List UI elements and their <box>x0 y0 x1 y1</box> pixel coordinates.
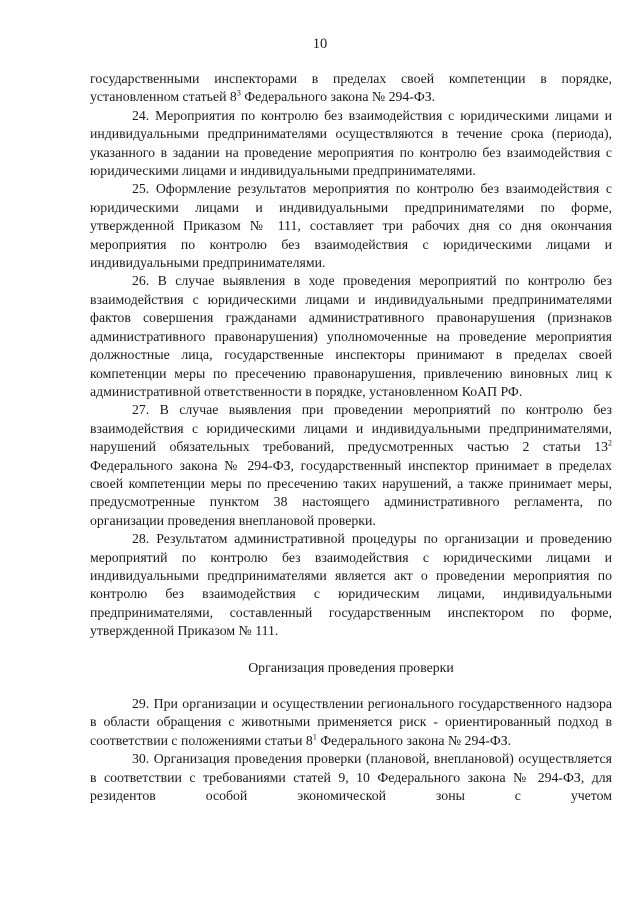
superscript: 2 <box>608 438 612 448</box>
document-body <box>90 70 612 805</box>
superscript: 1 <box>312 732 317 742</box>
paragraph-text: 27. В случае выявления при проведении мероприятий по контролю без взаимодействия с юридическими лицами и индивидуальными предпринимателями, нарушений обязательных требований, предусмотренных частью 2 статьи 13 <box>90 402 612 455</box>
paragraph-28: 28. Результатом административной процедуры по организации и проведению мероприятий по контролю без взаимодействия с юридическими лицами и индивидуальными предпринимателями является акт о проведении мероприятия по контролю без взаимодействия с юридическим лицами, индивидуальными предпринимателями, составленный государственным инспектором по форме, утвержденной Приказом № 111. <box>90 531 612 639</box>
paragraph-text: государственными инспекторами в пределах своей компетенции в порядке, установленном статьей 8 <box>90 71 612 105</box>
paragraph-25: 25. Оформление результатов мероприятия по контролю без взаимодействия с юридическими лицами и индивидуальными предпринимателями по форме, утвержденной Приказом № 111, составляет три рабочих дня со дня окончания мероприятия по контролю без взаимодействия с юридическими лицами и индивидуальными предпринимателями. <box>90 181 612 271</box>
section-heading: Организация проведения проверки <box>248 659 454 675</box>
paragraph-text: 29. При организации и осуществлении регионального государственного надзора в области обращения с животными применяется риск - ориентированный подход в соответствии с положениями статьи 8 <box>90 696 612 748</box>
paragraph-continuation <box>90 70 612 107</box>
paragraph-27 <box>90 401 612 530</box>
paragraph-text: Федерального закона № 294-ФЗ. <box>316 732 512 748</box>
page-number: 10 <box>312 36 328 52</box>
paragraph-26: 26. В случае выявления в ходе проведения мероприятий по контролю без взаимодействия с юридическими лицами и индивидуальными предпринимателями фактов совершения гражданами административного правонарушения (признаков административного правонарушения) уполномоченные на проведение мероприятия должностные лица, государственные инспекторы принимают в пределах своей компетенции меры по пресечению правонарушения, привлечению виновных лиц к административной ответственности в порядке, установленном КоАП РФ. <box>90 273 612 399</box>
paragraph-30: 30. Организация проведения проверки (плановой, внеплановой) осуществляется в соответствии с требованиями статей 9, 10 Федерального закона № 294-ФЗ, для резидентов особой экономической зоны с учетом <box>90 751 612 804</box>
paragraph-text: Федерального закона № 294-ФЗ. <box>240 89 436 105</box>
paragraph-text: Федерального закона № 294-ФЗ, государственный инспектор принимает в пределах своей компетенции меры по пресечению таких нарушений, а также принимает меры, предусмотренные пунктом 38 настоящего административного регламента, по организации проведения внеплановой проверки. <box>90 457 612 528</box>
paragraph-24: 24. Мероприятия по контролю без взаимодействия с юридическими лицами и индивидуальными предпринимателями осуществляются в течение срока (периода), указанного в задании на проведение мероприятия по контролю без взаимодействия с юридическими лицами и индивидуальными предпринимателями. <box>90 107 612 179</box>
superscript: 3 <box>236 88 241 98</box>
paragraph-29 <box>90 695 612 750</box>
